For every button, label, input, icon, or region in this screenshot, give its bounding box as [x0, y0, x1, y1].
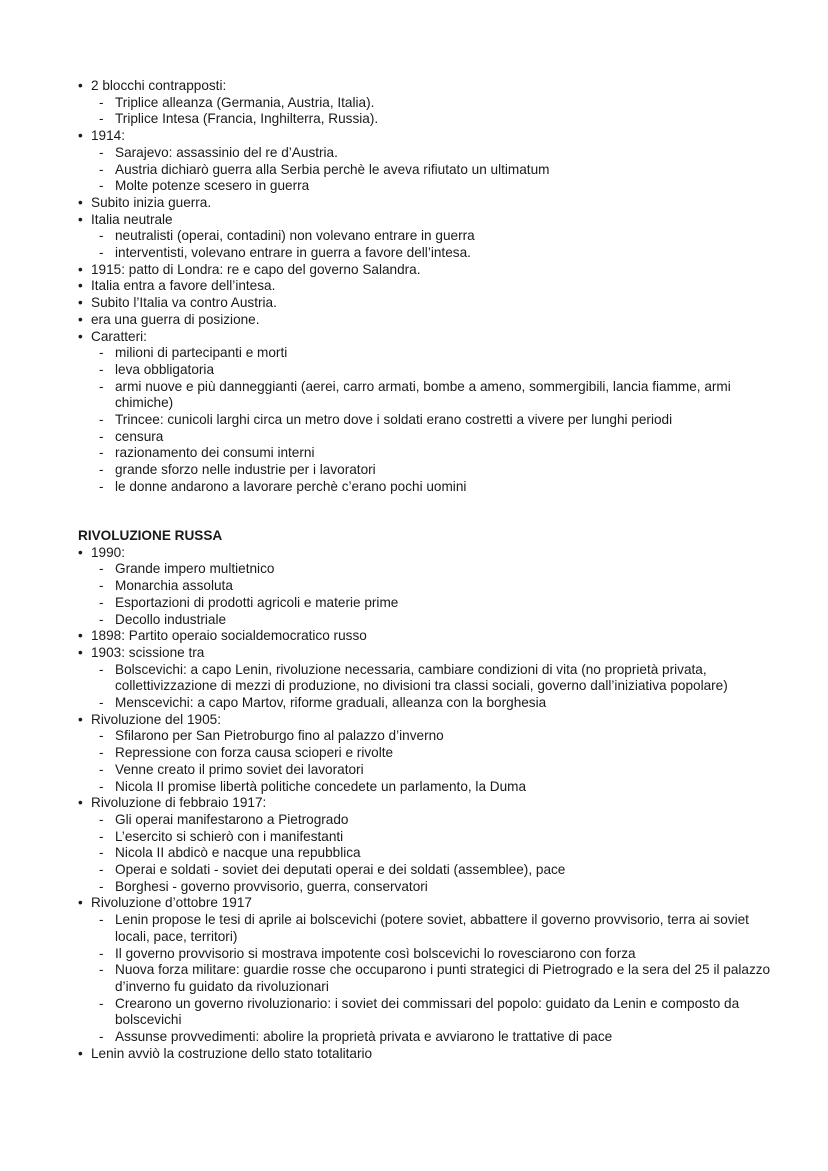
bullet-item: • Subito l’Italia va contro Austria.	[78, 295, 778, 312]
bullet-item: • 1903: scissione tra	[78, 645, 778, 662]
bullet-item: • 2 blocchi contrapposti:	[78, 78, 778, 95]
sub-bullet-item: - milioni di partecipanti e morti	[78, 345, 778, 362]
sub-bullet-item: - Nuova forza militare: guardie rosse che occuparono i punti strategici di Pietrogrado e la sera del 25 il palazzo d’inverno fu guidato da rivoluzionari	[78, 962, 778, 995]
section-war-notes	[78, 78, 778, 496]
sub-bullet-item: - Operai e soldati - soviet dei deputati operai e dei soldati (assemblee), pace	[78, 862, 778, 879]
sub-bullet-item: - Triplice Intesa (Francia, Inghilterra, Russia).	[78, 111, 778, 128]
bullet-item: • era una guerra di posizione.	[78, 312, 778, 329]
bullet-item: • Rivoluzione del 1905:	[78, 712, 778, 729]
sub-bullet-item: - Trincee: cunicoli larghi circa un metro dove i soldati erano costretti a vivere per lunghi periodi	[78, 412, 778, 429]
sub-bullet-item: - interventisti, volevano entrare in guerra a favore dell’intesa.	[78, 245, 778, 262]
sub-bullet-item: - Gli operai manifestarono a Pietrogrado	[78, 812, 778, 829]
sub-bullet-item: - Crearono un governo rivoluzionario: i soviet dei commissari del popolo: guidato da Lenin e composto da bolscevichi	[78, 996, 778, 1029]
bullet-item: • 1990:	[78, 545, 778, 562]
sub-bullet-item: - grande sforzo nelle industrie per i lavoratori	[78, 462, 778, 479]
sub-bullet-item: - Assunse provvedimenti: abolire la proprietà privata e avviarono le trattative di pace	[78, 1029, 778, 1046]
bullet-item: • Rivoluzione d’ottobre 1917	[78, 895, 778, 912]
sub-bullet-item: - neutralisti (operai, contadini) non volevano entrare in guerra	[78, 228, 778, 245]
sub-bullet-item: - Sarajevo: assassinio del re d’Austria.	[78, 145, 778, 162]
sub-bullet-item: - censura	[78, 429, 778, 446]
sub-bullet-item: - Esportazioni di prodotti agricoli e materie prime	[78, 595, 778, 612]
sub-bullet-item: - le donne andarono a lavorare perchè c’erano pochi uomini	[78, 479, 778, 496]
sub-bullet-item: - Il governo provvisorio si mostrava impotente così bolscevichi lo rovesciarono con forza	[78, 946, 778, 963]
sub-bullet-item: - Austria dichiarò guerra alla Serbia perchè le aveva rifiutato un ultimatum	[78, 162, 778, 179]
bullet-item: • Italia entra a favore dell’intesa.	[78, 278, 778, 295]
sub-bullet-item: - Molte potenze scesero in guerra	[78, 178, 778, 195]
sub-bullet-item: - leva obbligatoria	[78, 362, 778, 379]
sub-bullet-item: - Sfilarono per San Pietroburgo fino al palazzo d’inverno	[78, 728, 778, 745]
bullet-item: • Italia neutrale	[78, 212, 778, 229]
bullet-item: • 1914:	[78, 128, 778, 145]
sub-bullet-item: - razionamento dei consumi interni	[78, 445, 778, 462]
bullet-item: • Lenin avviò la costruzione dello stato totalitario	[78, 1046, 778, 1063]
sub-bullet-item: - Monarchia assoluta	[78, 578, 778, 595]
sub-bullet-item: - Grande impero multietnico	[78, 561, 778, 578]
bullet-list	[78, 545, 778, 1063]
bullet-item: • Subito inizia guerra.	[78, 195, 778, 212]
sub-bullet-item: - Nicola II abdicò e nacque una repubblica	[78, 845, 778, 862]
sub-bullet-item: - armi nuove e più danneggianti (aerei, carro armati, bombe a ameno, sommergibili, lancia fiamme, armi chimiche)	[78, 379, 778, 412]
sub-bullet-item: - Triplice alleanza (Germania, Austria, Italia).	[78, 95, 778, 112]
sub-bullet-item: - Repressione con forza causa scioperi e rivolte	[78, 745, 778, 762]
sub-bullet-item: - Decollo industriale	[78, 612, 778, 629]
sub-bullet-item: - Menscevichi: a capo Martov, riforme graduali, alleanza con la borghesia	[78, 695, 778, 712]
bullet-item: • 1898: Partito operaio socialdemocratico russo	[78, 628, 778, 645]
bullet-item: • 1915: patto di Londra: re e capo del governo Salandra.	[78, 262, 778, 279]
bullet-item: • Caratteri:	[78, 329, 778, 346]
sub-bullet-item: - Lenin propose le tesi di aprile ai bolscevichi (potere soviet, abbattere il governo provvisorio, terra ai soviet locali, pace, territori)	[78, 912, 778, 945]
sub-bullet-item: - Borghesi - governo provvisorio, guerra, conservatori	[78, 879, 778, 896]
section-russian-revolution	[78, 528, 778, 1063]
section-title: RIVOLUZIONE RUSSA	[78, 528, 223, 543]
sub-bullet-item: - Bolscevichi: a capo Lenin, rivoluzione necessaria, cambiare condizioni di vita (no proprietà privata, collettivizzazione di mezzi di produzione, no divisioni tra classi sociali, governo dall’iniziativa popolare)	[78, 662, 778, 695]
sub-bullet-item: - L’esercito si schierò con i manifestanti	[78, 829, 778, 846]
bullet-item: • Rivoluzione di febbraio 1917:	[78, 795, 778, 812]
bullet-list	[78, 78, 778, 496]
sub-bullet-item: - Venne creato il primo soviet dei lavoratori	[78, 762, 778, 779]
sub-bullet-item: - Nicola II promise libertà politiche concedete un parlamento, la Duma	[78, 779, 778, 796]
